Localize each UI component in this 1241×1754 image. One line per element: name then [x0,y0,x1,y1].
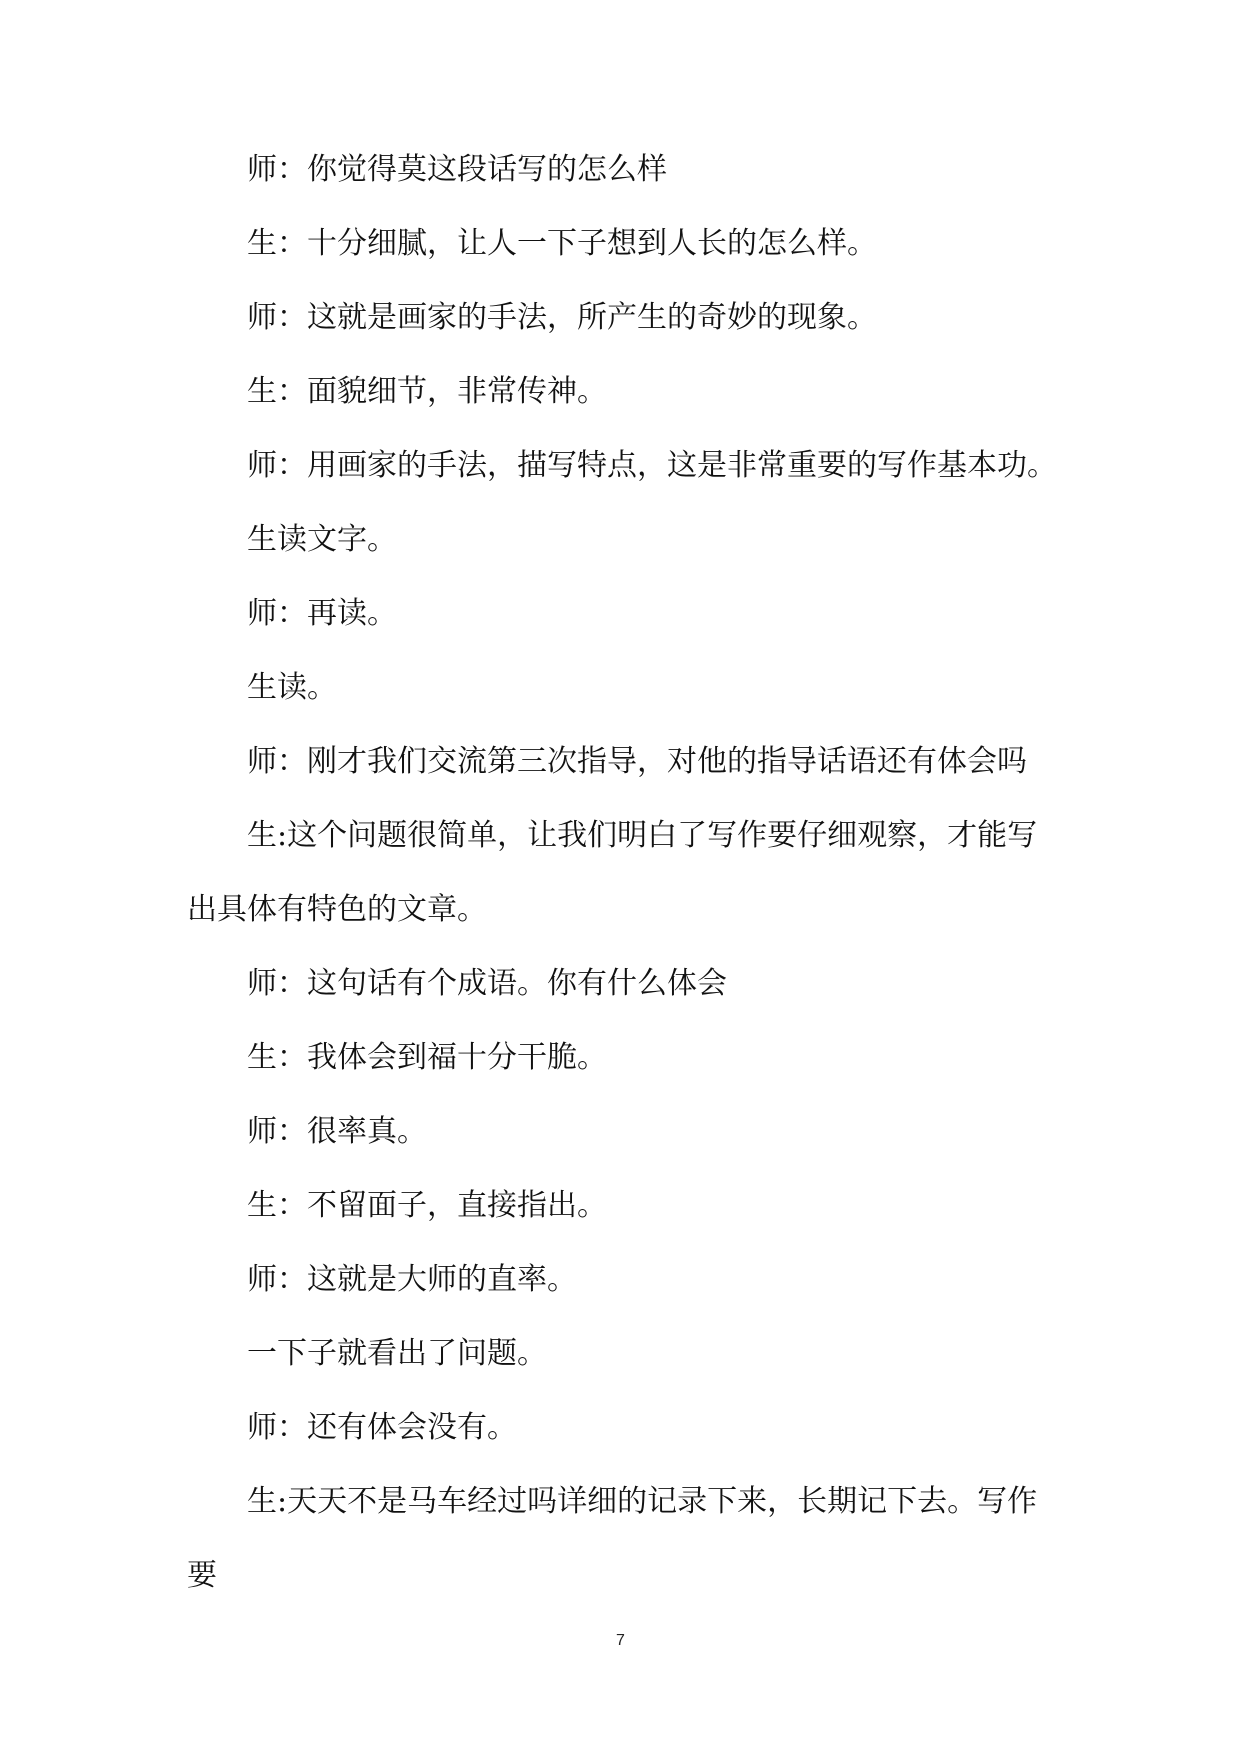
paragraph-17: 师：还有体会没有。 [247,1410,517,1445]
paragraph-2: 生：十分细腻，让人一下子想到人长的怎么样。 [247,226,877,261]
paragraph-8: 生读。 [247,670,337,705]
page-number: 7 [616,1632,625,1649]
paragraph-5: 师：用画家的手法，描写特点，这是非常重要的写作基本功。 [247,448,1057,483]
paragraph-18: 生:天天不是马车经过吗详细的记录下来，长期记下去。写作要 [187,1484,1038,1593]
paragraph-13: 师：很率真。 [247,1114,427,1149]
paragraph-14: 生：不留面子，直接指出。 [247,1188,607,1223]
paragraph-9: 师：刚才我们交流第三次指导，对他的指导话语还有体会吗 [247,744,1027,779]
paragraph-6: 生读文字。 [247,522,397,557]
paragraph-7: 师：再读。 [247,596,397,631]
paragraph-16: 一下子就看出了问题。 [247,1336,547,1371]
paragraph-1: 师：你觉得莫这段话写的怎么样 [247,152,667,187]
paragraph-11: 师：这句话有个成语。你有什么体会 [247,966,727,1001]
paragraph-4: 生：面貌细节，非常传神。 [247,374,607,409]
paragraph-10: 生:这个问题很简单，让我们明白了写作要仔细观察，才能写出具体有特色的文章。 [187,818,1038,927]
paragraph-3: 师：这就是画家的手法，所产生的奇妙的现象。 [247,300,877,335]
paragraph-15: 师：这就是大师的直率。 [247,1262,577,1297]
paragraph-12: 生：我体会到福十分干脆。 [247,1040,607,1075]
